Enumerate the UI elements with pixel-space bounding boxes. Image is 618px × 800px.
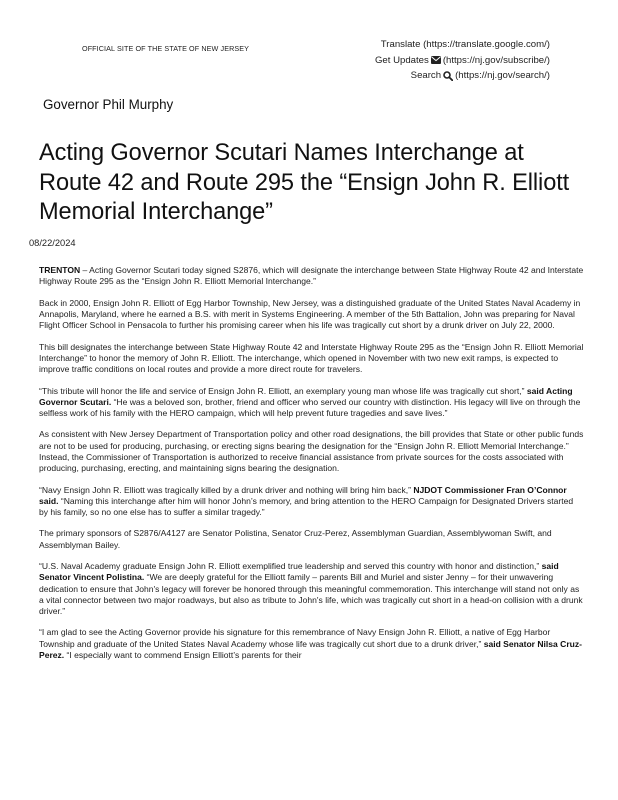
get-updates-url: (https://nj.gov/subscribe/) [442, 54, 550, 66]
quote-text: “This tribute will honor the life and service of Ensign John R. Elliott, an exemplary young man whose life was tragically cut short,” [39, 385, 527, 396]
quote-attribution: said Senator Vincent Polistina. [39, 561, 559, 583]
article-title: Acting Governor Scutari Names Interchange at Route 42 and Route 295 the “Ensign John R. Elliott Memorial Interchange” [39, 140, 570, 225]
quote-text: “We are deeply grateful for the Elliott family – parents Bill and Muriel and sister Jenny – for their unwavering dedication to ensure that John's legacy will forever be honored through this meaningful commemoration. This interchange will stand not only as a vital connector between two major roadways, but also as tribute to John's life, which was tragically cut short in a head-on collision with a drunk driver.” [39, 572, 583, 616]
article-body [39, 265, 584, 671]
search-url: (https://nj.gov/search/) [455, 70, 550, 81]
quote-text: “I am glad to see the Acting Governor provide his signature for this remembrance of Navy Ensign John R. Elliott, a native of Egg Harbor Township and graduate of the United States Naval Academy whose life was tragically cut short due to a drunk driver,” [39, 627, 551, 649]
translate-link[interactable]: Translate (https://translate.google.com/) [380, 39, 550, 50]
quote-attribution: said Senator Nilsa Cruz-Perez. [39, 638, 583, 660]
paragraph-intro [39, 265, 584, 287]
search-link[interactable] [375, 68, 550, 84]
quote-attribution: NJDOT Commissioner Fran O’Connor said. [39, 484, 567, 506]
envelope-icon [431, 56, 441, 64]
quote-attribution: said Acting Governor Scutari. [39, 385, 573, 407]
search-label: Search [410, 70, 442, 81]
article-date: 08/22/2024 [29, 238, 76, 248]
official-site-label: OFFICIAL SITE OF THE STATE OF NEW JERSEY [82, 44, 250, 53]
paragraph-quote-oconnor [39, 485, 584, 519]
paragraph-text: – Acting Governor Scutari today signed S2876, which will designate the interchange between State Highway Route 42 and Interstate Highway Route 295 as the “Ensign John R. Elliott Memorial Interchange.” [39, 265, 584, 287]
quote-text: “He was a beloved son, brother, friend and officer who served our country with distinction. His legacy will live on through the selfless work of his family with the HERO campaign, which will help prevent future tragedies and save lives.” [39, 396, 581, 418]
dateline: TRENTON [39, 265, 81, 275]
paragraph-policy: As consistent with New Jersey Department of Transportation policy and other road designations, the bill provides that State or other public funds are not to be used for producing, purchasing, or erecting signs bearing the designation for the “Ensign John R. Elliott Memorial Interchange.” Instead, the Commissioner of Transportation is authorized to receive financial assistance from private sources for the costs associated with producing, purchasing, erecting, and maintaining signs bearing the designation. [39, 429, 584, 474]
paragraph-background: Back in 2000, Ensign John R. Elliott of Egg Harbor Township, New Jersey, was a distinguished graduate of the United States Naval Academy in Annapolis, Maryland, where he earned a B.S. with merit in Systems Engineering. A member of the 5th Battalion, John was preparing for Naval Flight Officer School in Pensacola to further his promising career when his life was tragically cut short by a drunk driver on July 22, 2000. [39, 297, 581, 331]
paragraph-quote-scutari [39, 386, 584, 420]
paragraph-sponsors: The primary sponsors of S2876/A4127 are Senator Polistina, Senator Cruz-Perez, Assemblyman Guardian, Assemblywoman Swift, and Assemblyman Bailey. [39, 528, 552, 550]
governor-name[interactable]: Governor Phil Murphy [43, 97, 174, 112]
paragraph-bill: This bill designates the interchange between State Highway Route 42 and Interstate Highway Route 295 as the “Ensign John R. Elliott Memorial Interchange” to honor the memory of John R. Elliott. The interchange, which opened in November with two new exit ramps, is expected to improve traffic conditions on local routes and provide a more direct route for travelers. [39, 341, 584, 375]
utility-links [375, 37, 550, 84]
quote-text: “Naming this interchange after him will honor John’s memory, and bring attention to the HERO Campaign for Designated Drivers started by his family, so no one else has to suffer a similar tragedy.” [39, 495, 574, 517]
get-updates-label: Get Updates [374, 54, 429, 66]
quote-text: “Navy Ensign John R. Elliott was tragically killed by a drunk driver and nothing will bring him back,” [39, 484, 414, 495]
paragraph-quote-polistina [39, 561, 584, 617]
paragraph-quote-cruz-perez [39, 627, 584, 661]
get-updates-link[interactable] [375, 53, 550, 69]
search-icon [443, 71, 453, 81]
quote-text: “U.S. Naval Academy graduate Ensign John R. Elliott exemplified true leadership and served this country with honor and distinction,” [39, 561, 542, 572]
quote-text: “I especially want to commend Ensign Elliott’s parents for their [64, 649, 302, 660]
